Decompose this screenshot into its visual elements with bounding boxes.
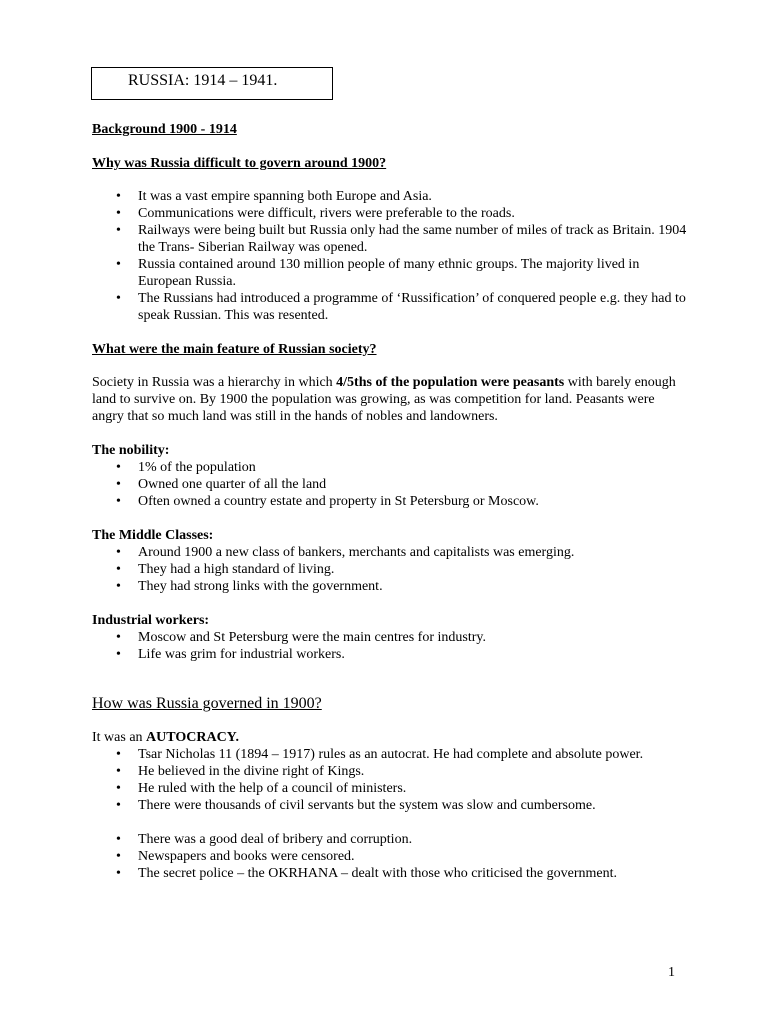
list-item: • Newspapers and books were censored. [116,849,355,864]
governed-list-b [92,831,688,882]
bullet-icon: • [116,206,121,221]
nobility-list [92,459,688,510]
bullet-icon: • [116,562,121,577]
list-item: • There were thousands of civil servants but the system was slow and cumbersome. [116,798,596,813]
middle-classes-heading: The Middle Classes: [92,528,214,543]
bullet-icon: • [116,494,121,509]
list-item: • Around 1900 a new class of bankers, merchants and capitalists was emerging. [116,545,575,560]
nobility-heading: The nobility: [92,443,170,458]
society-heading: What were the main feature of Russian society? [92,342,377,357]
difficult-govern-list [92,188,688,324]
industrial-workers-heading: Industrial workers: [92,613,210,628]
list-item: • There was a good deal of bribery and corruption. [116,832,413,847]
industrial-workers-list [92,629,688,663]
bullet-icon: • [116,460,121,475]
list-item: • Life was grim for industrial workers. [116,647,345,662]
document-body [92,121,688,882]
bullet-icon: • [116,579,121,594]
governed-list-a [92,746,688,814]
list-item: • It was a vast empire spanning both Europe and Asia. [116,189,432,204]
page-title: RUSSIA: 1914 – 1941. [128,72,278,89]
list-item: • Communications were difficult, rivers were preferable to the roads. [116,206,515,221]
bullet-icon: • [116,866,121,881]
title-box [91,67,333,100]
bullet-icon: • [116,257,121,272]
list-item: • Moscow and St Petersburg were the main centres for industry. [116,630,486,645]
list-item: • They had a high standard of living. [116,562,335,577]
list-item: • The secret police – the OKRHANA – dealt with those who criticised the government. [116,866,617,881]
list-item: • Railways were being built but Russia only had the same number of miles of track as Britain. 1904 the Trans- Siberian Railway was opened. [116,223,687,255]
bullet-icon: • [116,849,121,864]
list-item: • Russia contained around 130 million people of many ethnic groups. The majority lived in European Russia. [116,257,640,289]
autocracy-intro: It was an AUTOCRACY. [92,730,240,745]
bullet-icon: • [116,747,121,762]
society-paragraph: Society in Russia was a hierarchy in which 4/5ths of the population were peasants with barely enough land to survive on. By 1900 the population was growing, as was competition for land. Peasants were angry that so much land was still in the hands of nobles and landowners. [92,375,676,424]
bullet-icon: • [116,647,121,662]
governed-heading: How was Russia governed in 1900? [92,695,322,712]
bullet-icon: • [116,832,121,847]
bullet-icon: • [116,223,121,238]
list-item: • Often owned a country estate and property in St Petersburg or Moscow. [116,494,539,509]
bullet-icon: • [116,798,121,813]
list-item: • 1% of the population [116,460,256,475]
page-number: 1 [668,965,675,980]
background-heading: Background 1900 - 1914 [92,122,237,137]
list-item: • He ruled with the help of a council of ministers. [116,781,407,796]
list-item: • The Russians had introduced a programme of ‘Russification’ of conquered people e.g. they had to speak Russian. This was resented. [116,291,686,323]
bullet-icon: • [116,291,121,306]
bullet-icon: • [116,630,121,645]
bullet-icon: • [116,477,121,492]
bullet-icon: • [116,764,121,779]
list-item: • Tsar Nicholas 11 (1894 – 1917) rules as an autocrat. He had complete and absolute power. [116,747,644,762]
middle-classes-list [92,544,688,595]
list-item: • Owned one quarter of all the land [116,477,327,492]
list-item: • He believed in the divine right of Kings. [116,764,365,779]
bullet-icon: • [116,189,121,204]
bullet-icon: • [116,545,121,560]
list-item: • They had strong links with the government. [116,579,383,594]
difficult-govern-heading: Why was Russia difficult to govern around 1900? [92,156,387,171]
bullet-icon: • [116,781,121,796]
